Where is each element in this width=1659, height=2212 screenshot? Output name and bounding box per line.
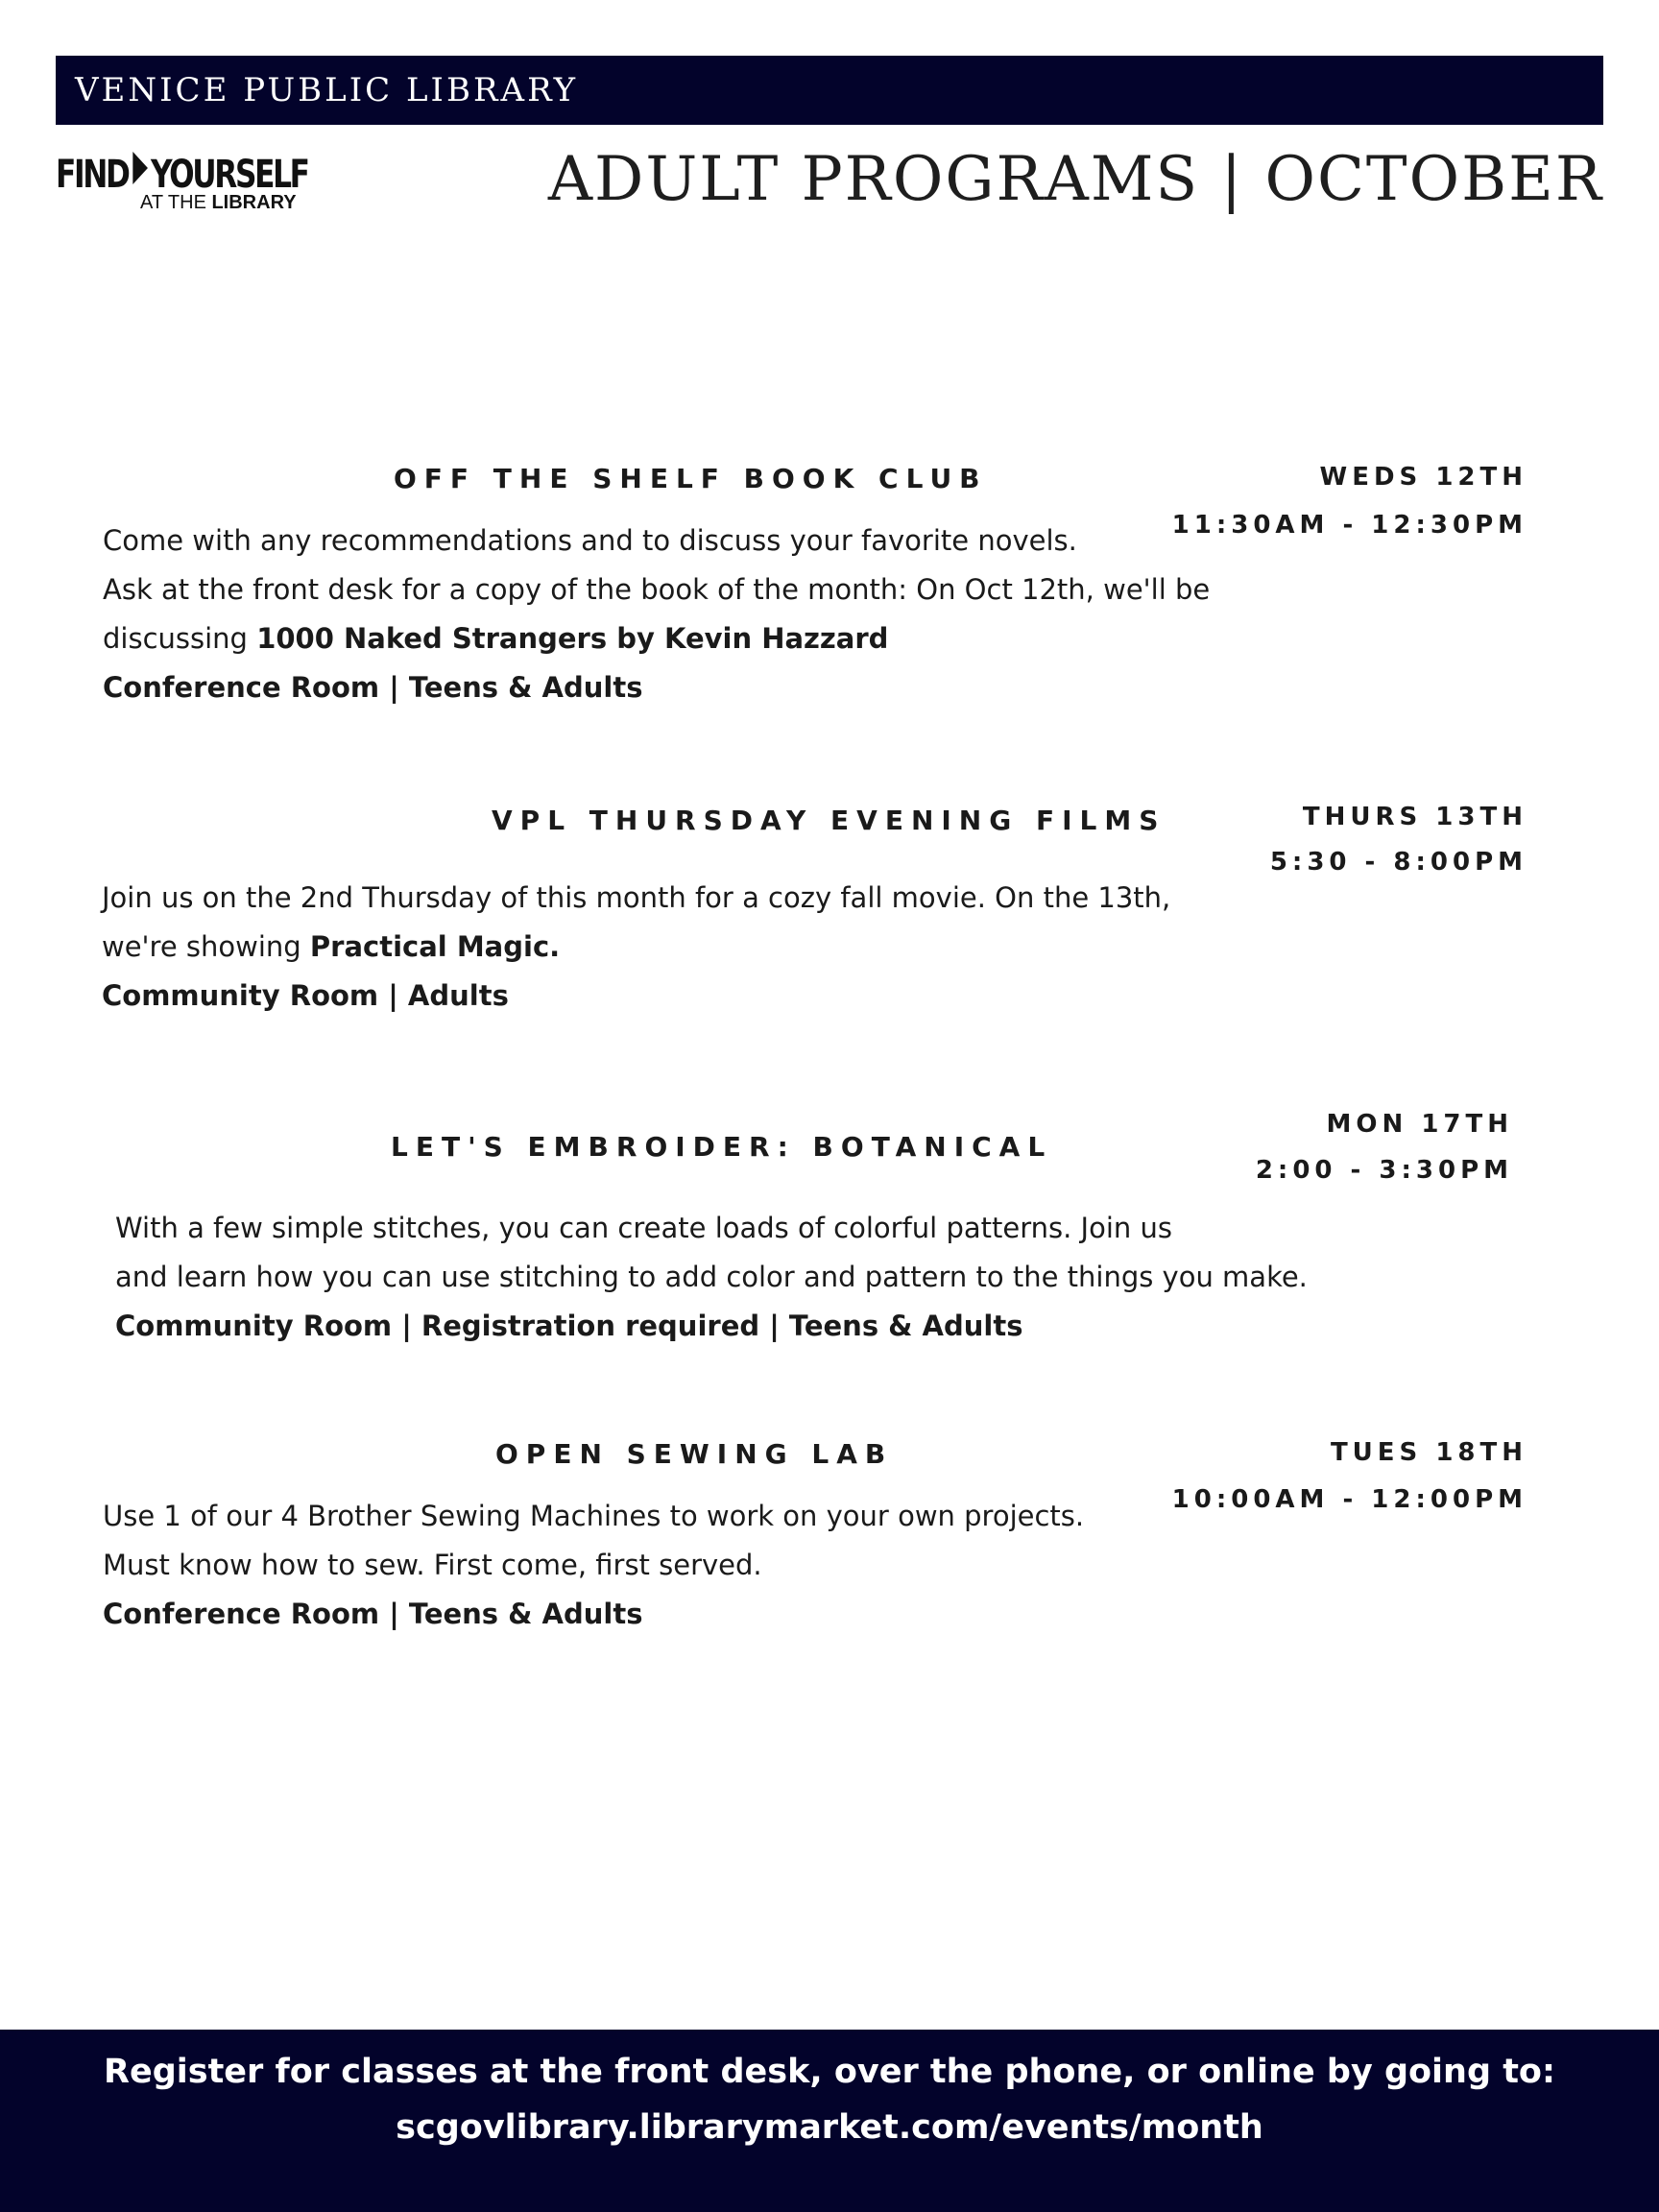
event-title-book-club: OFF THE SHELF BOOK CLUB (394, 463, 988, 494)
logo-word-yourself: YOURSELF (150, 153, 308, 197)
library-name: VENICE PUBLIC LIBRARY (75, 71, 579, 109)
event-description-book-club: Come with any recommendations and to discuss your favorite novels. Ask at the front desk for a copy of the book of the month: On Oct 12th, we'll be discussing 1000 Naked Strangers by Kevin Hazzard Conference Room | Teens & Adults (103, 524, 1211, 704)
event-location-embroider: Community Room | Registration required | Teens & Adults (115, 1310, 1023, 1342)
event-date-sewing: TUES 18TH (1330, 1438, 1527, 1467)
registration-footer (0, 2030, 1659, 2212)
logo-at-the: AT THE (140, 192, 212, 213)
event-time-sewing: 10:00AM - 12:00PM (1171, 1485, 1527, 1514)
footer-instructions: Register for classes at the front desk, over the phone, or online by going to: (104, 2053, 1555, 2091)
find-yourself-logo (56, 152, 325, 213)
library-name-banner (56, 56, 1603, 125)
event-date-book-club: WEDS 12TH (1319, 463, 1527, 492)
play-triangle-icon (132, 152, 148, 184)
footer-url[interactable]: scgovlibrary.librarymarket.com/events/month (396, 2108, 1263, 2147)
event-time-embroider: 2:00 - 3:30PM (1255, 1156, 1513, 1185)
event-time-films: 5:30 - 8:00PM (1269, 848, 1527, 877)
event-title-embroider: LET'S EMBROIDER: BOTANICAL (391, 1131, 1053, 1163)
page-title: ADULT PROGRAMS | OCTOBER (547, 144, 1603, 215)
event-location-book-club: Conference Room | Teens & Adults (103, 671, 643, 704)
event-title-sewing: OPEN SEWING LAB (495, 1438, 894, 1470)
event-description-sewing: Use 1 of our 4 Brother Sewing Machines to work on your own projects. Must know how to sew. First come, first served. Conference Room | Teens & Adults (103, 1500, 1085, 1630)
event-description-films: Join us on the 2nd Thursday of this month for a cozy fall movie. On the 13th, we're showing Practical Magic. Community Room | Adults (102, 881, 1171, 1012)
movie-title: Practical Magic. (309, 930, 561, 963)
event-title-films: VPL THURSDAY EVENING FILMS (492, 805, 1166, 836)
event-date-films: THURS 13TH (1302, 803, 1527, 831)
logo-library: LIBRARY (211, 192, 297, 213)
event-description-embroider: With a few simple stitches, you can create loads of colorful patterns. Join us and learn how you can use stitching to add color and pattern to the things you make. Community Room | Registration required | Teens & Adults (115, 1212, 1308, 1342)
book-title: 1000 Naked Strangers by Kevin Hazzard (256, 622, 889, 655)
logo-word-find: FIND (56, 153, 129, 197)
event-time-book-club: 11:30AM - 12:30PM (1171, 511, 1527, 540)
event-date-embroider: MON 17TH (1326, 1110, 1513, 1139)
event-location-sewing: Conference Room | Teens & Adults (103, 1598, 643, 1630)
event-location-films: Community Room | Adults (102, 979, 509, 1012)
